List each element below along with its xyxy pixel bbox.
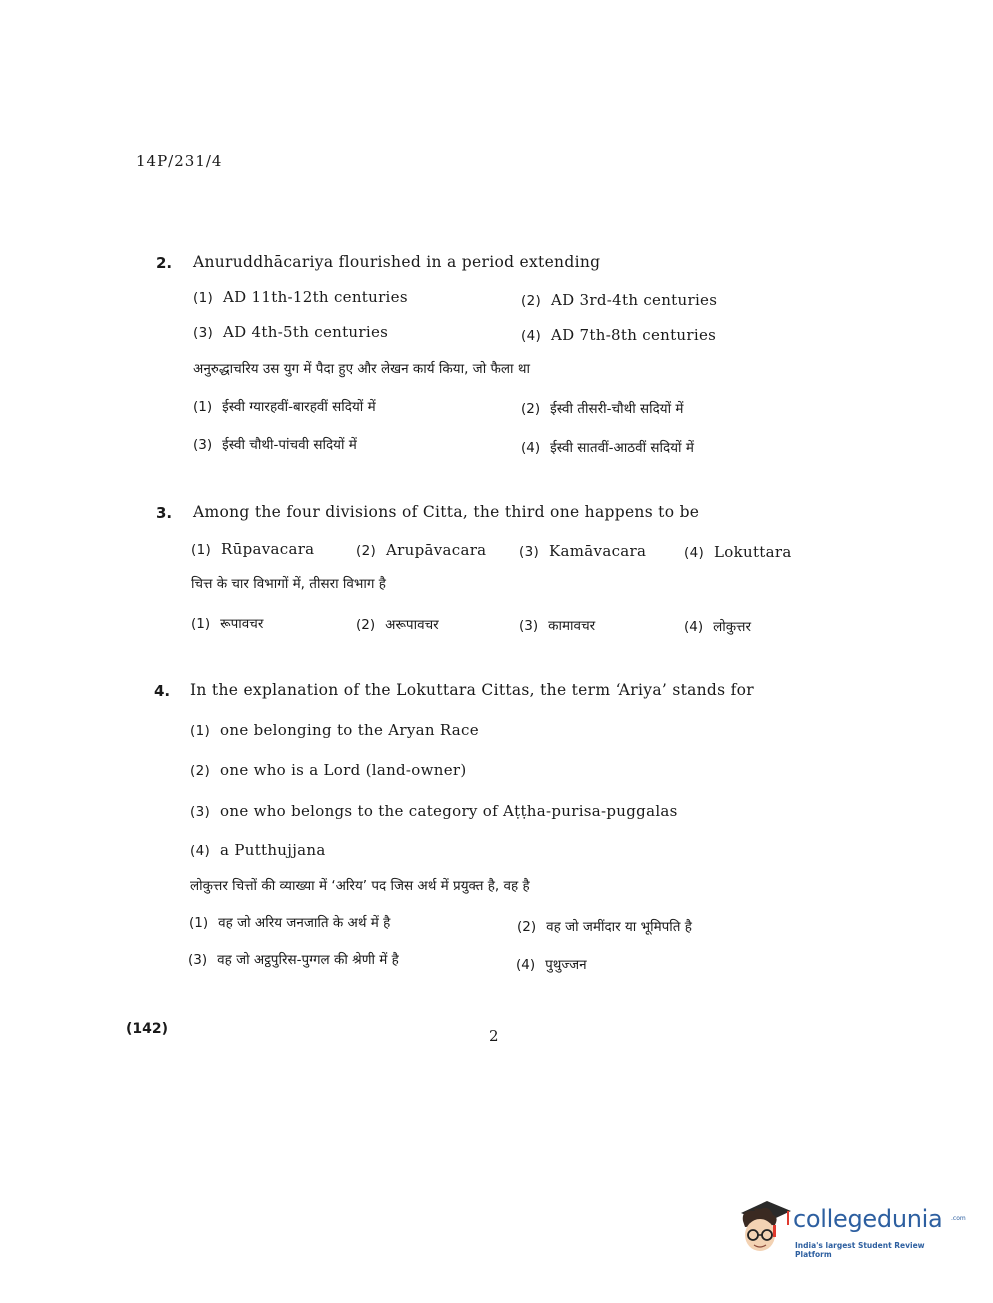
page-number: 2 xyxy=(489,1027,499,1045)
option-hi xyxy=(191,614,263,632)
option-text: ईस्वी चौथी-पांचवी सदियों में xyxy=(222,437,357,453)
option-text: AD 4th-5th centuries xyxy=(223,323,389,341)
option-number: (1) xyxy=(193,399,213,415)
option-en xyxy=(521,291,717,309)
question-text-en: Among the four divisions of Citta, the third one happens to be xyxy=(193,503,700,521)
option-text: Arupāvacara xyxy=(386,541,487,559)
option-en xyxy=(190,761,467,779)
option-hi xyxy=(684,617,751,635)
question-number: 4. xyxy=(154,682,171,700)
option-text: ईस्वी तीसरी-चौथी सदियों में xyxy=(550,401,684,417)
option-hi xyxy=(516,955,587,973)
mascot-icon xyxy=(733,1195,795,1270)
option-en xyxy=(356,541,486,559)
option-en xyxy=(191,540,314,558)
option-text: ईस्वी ग्यारहवीं-बारहवीं सदियों में xyxy=(222,399,376,415)
option-text: Rūpavacara xyxy=(221,540,315,558)
option-text: AD 7th-8th centuries xyxy=(551,326,717,344)
option-text: one belonging to the Aryan Race xyxy=(220,721,479,739)
question-number: 2. xyxy=(156,254,173,272)
option-number: (3) xyxy=(519,544,540,560)
option-en xyxy=(190,841,326,859)
option-hi xyxy=(517,917,692,935)
option-text: वह जो अरिय जनजाति के अर्थ में है xyxy=(218,915,391,931)
logo-brand-text: collegedunia xyxy=(793,1205,943,1233)
footer-code: (142) xyxy=(126,1021,169,1037)
question-text-hi: अनुरुद्धाचरिय उस युग में पैदा हुए और लेखन कार्य किया, जो फैला था xyxy=(193,361,530,377)
option-number: (4) xyxy=(190,843,211,859)
logo-tagline: India's largest Student Review Platform xyxy=(795,1241,925,1259)
option-number: (3) xyxy=(519,618,539,634)
option-en xyxy=(193,323,388,341)
option-number: (4) xyxy=(521,440,541,456)
option-number: (4) xyxy=(516,957,536,973)
option-number: (1) xyxy=(191,542,212,558)
option-en xyxy=(521,326,716,344)
option-number: (4) xyxy=(684,545,705,561)
option-number: (1) xyxy=(190,723,211,739)
paper-code: 14P/231/4 xyxy=(136,152,223,170)
option-hi xyxy=(519,616,595,634)
option-number: (2) xyxy=(521,401,541,417)
option-number: (3) xyxy=(190,804,211,820)
option-text: रूपावचर xyxy=(220,616,264,632)
option-number: (2) xyxy=(517,919,537,935)
option-hi xyxy=(189,913,390,931)
option-hi xyxy=(193,397,376,415)
option-hi xyxy=(193,435,357,453)
option-number: (2) xyxy=(356,543,377,559)
logo-domain-suffix: .com xyxy=(951,1215,966,1222)
option-text: पुथुज्जन xyxy=(545,957,587,973)
option-en xyxy=(190,721,479,739)
option-number: (4) xyxy=(684,619,704,635)
option-hi xyxy=(521,438,694,456)
option-number: (2) xyxy=(190,763,211,779)
option-en xyxy=(190,802,678,820)
option-en xyxy=(193,288,408,306)
option-hi xyxy=(188,950,399,968)
question-text-hi: चित्त के चार विभागों में, तीसरा विभाग है xyxy=(191,576,386,592)
question-text-en: In the explanation of the Lokuttara Cittas, the term ‘Ariya’ stands for xyxy=(190,681,755,699)
option-number: (3) xyxy=(193,325,214,341)
collegedunia-logo xyxy=(733,1195,966,1270)
option-number: (1) xyxy=(193,290,214,306)
question-number: 3. xyxy=(156,504,173,522)
option-text: Lokuttara xyxy=(714,543,792,561)
option-number: (1) xyxy=(189,915,209,931)
option-number: (3) xyxy=(193,437,213,453)
option-text: वह जो अट्ठपुरिस-पुग्गल की श्रेणी में है xyxy=(217,952,399,968)
option-hi xyxy=(356,615,439,633)
option-text: लोकुत्तर xyxy=(713,619,751,635)
question-text-en: Anuruddhācariya flourished in a period extending xyxy=(193,253,601,271)
option-number: (3) xyxy=(188,952,208,968)
option-text: ईस्वी सातवीं-आठवीं सदियों में xyxy=(550,440,694,456)
option-en xyxy=(519,542,646,560)
option-text: one who is a Lord (land-owner) xyxy=(220,761,467,779)
option-en xyxy=(684,543,792,561)
option-text: अरूपावचर xyxy=(385,617,439,633)
option-text: one who belongs to the category of Aṭṭha-purisa-puggalas xyxy=(220,802,678,820)
question-text-hi: लोकुत्तर चित्तों की व्याख्या में ‘अरिय’ पद जिस अर्थ में प्रयुक्त है, वह है xyxy=(190,878,530,894)
option-text: वह जो जमींदार या भूमिपति है xyxy=(546,919,692,935)
option-number: (1) xyxy=(191,616,211,632)
option-text: AD 3rd-4th centuries xyxy=(551,291,718,309)
option-number: (4) xyxy=(521,328,542,344)
option-hi xyxy=(521,399,683,417)
option-number: (2) xyxy=(356,617,376,633)
option-text: कामावचर xyxy=(548,618,596,634)
option-text: AD 11th-12th centuries xyxy=(223,288,408,306)
option-text: a Putthujjana xyxy=(220,841,326,859)
option-number: (2) xyxy=(521,293,542,309)
option-text: Kamāvacara xyxy=(549,542,647,560)
